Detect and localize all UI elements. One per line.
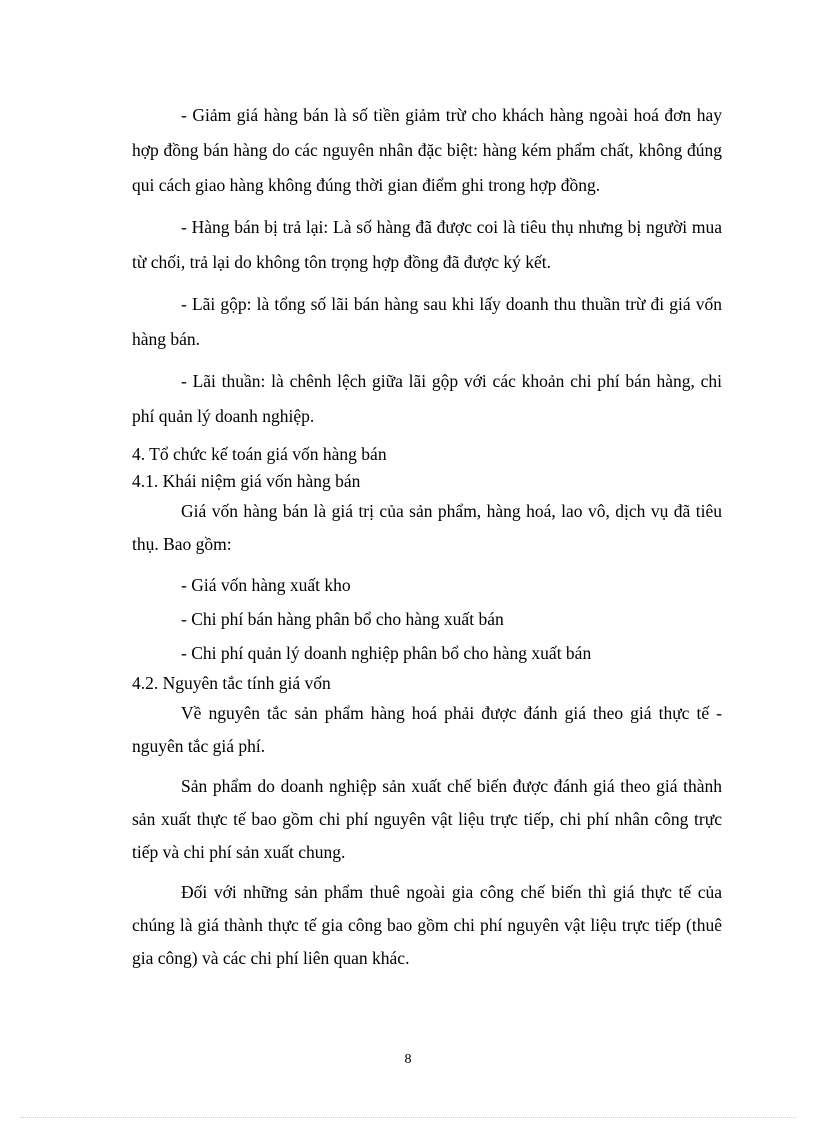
- paragraph-sales-discount: - Giảm giá hàng bán là số tiền giảm trừ cho khách hàng ngoài hoá đơn hay hợp đồng bán hàng do các nguyên nhân đặc biệt: hàng kém phẩm chất, không đúng qui cách giao hàng không đúng thời gian điểm ghi trong hợp đồng.: [132, 105, 722, 195]
- paragraph-outsourced-products: Đối với những sản phẩm thuê ngoài gia công chế biến thì giá thực tế của chúng là giá thành thực tế gia công bao gồm chi phí nguyên vật liệu trực tiếp (thuê gia công) và các chi phí liên quan khác.: [132, 882, 722, 968]
- section-heading-4: 4. Tổ chức kế toán giá vốn hàng bán: [132, 444, 387, 464]
- bullet-admin-expenses: - Chi phí quản lý doanh nghiệp phân bổ cho hàng xuất bán: [181, 643, 592, 663]
- paragraph-manufactured-products: Sản phẩm do doanh nghiệp sản xuất chế biến được đánh giá theo giá thành sản xuất thực tế bao gồm chi phí nguyên vật liệu trực tiếp, chi phí nhân công trực tiếp và chi phí sản xuất chung.: [132, 776, 722, 862]
- document-body: [132, 98, 722, 982]
- bullet-cost-of-goods: - Giá vốn hàng xuất kho: [181, 575, 351, 595]
- paragraph-gross-profit: - Lãi gộp: là tổng số lãi bán hàng sau khi lấy doanh thu thuần trừ đi giá vốn hàng bán.: [132, 294, 722, 349]
- paragraph-net-profit: - Lãi thuần: là chênh lệch giữa lãi gộp với các khoản chi phí bán hàng, chi phí quản lý doanh nghiệp.: [132, 371, 722, 426]
- paragraph-cost-concept: Giá vốn hàng bán là giá trị của sản phẩm, hàng hoá, lao vô, dịch vụ đã tiêu thụ. Bao gồm:: [132, 501, 722, 554]
- bullet-selling-expenses: - Chi phí bán hàng phân bổ cho hàng xuất bán: [181, 609, 504, 629]
- section-heading-4-1: 4.1. Khái niệm giá vốn hàng bán: [132, 471, 361, 491]
- page-number: 8: [404, 1052, 412, 1067]
- section-heading-4-2: 4.2. Nguyên tắc tính giá vốn: [132, 673, 331, 693]
- paragraph-returned-goods: - Hàng bán bị trả lại: Là số hàng đã được coi là tiêu thụ nhưng bị người mua từ chối, trả lại do không tôn trọng hợp đồng đã được ký kết.: [132, 217, 722, 272]
- page-bottom-divider: [20, 1117, 796, 1118]
- paragraph-cost-principle: Về nguyên tắc sản phẩm hàng hoá phải được đánh giá theo giá thực tế - nguyên tắc giá phí.: [132, 703, 722, 756]
